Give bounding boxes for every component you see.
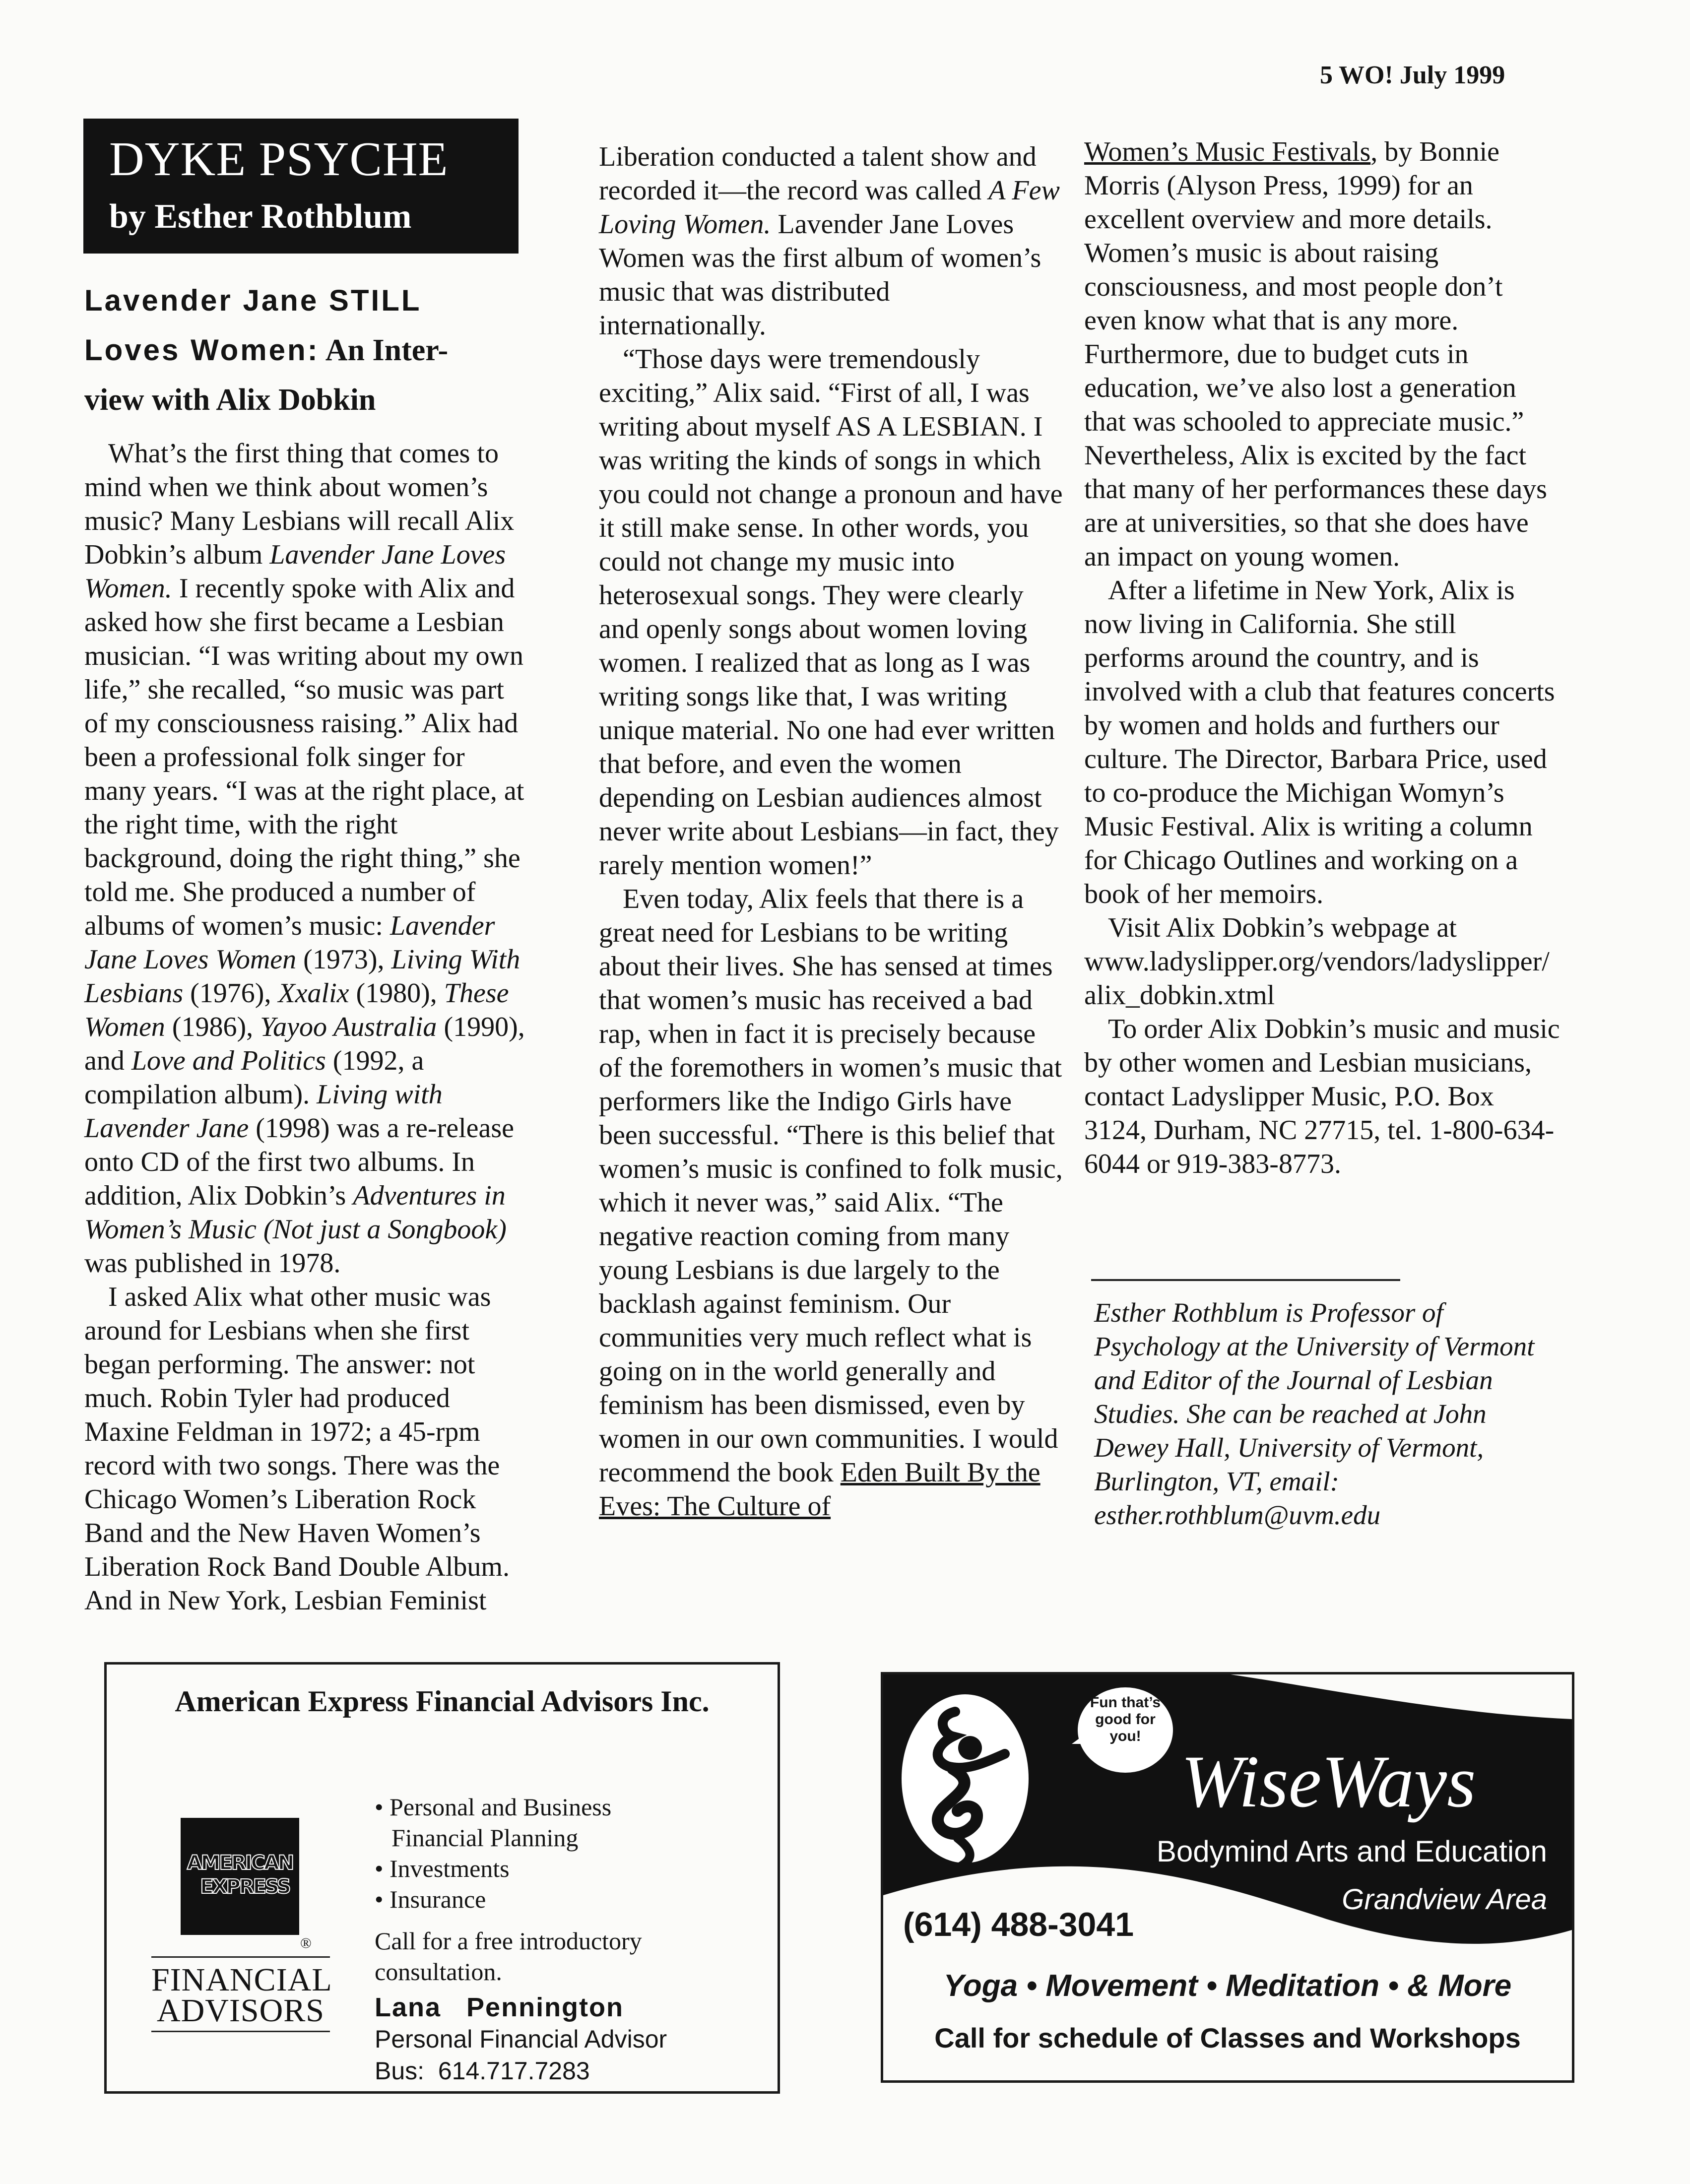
ad-bullet: • Insurance [375, 1885, 486, 1913]
article-paragraph [1084, 135, 1560, 574]
paragraph-text: “Those days were tremendously exciting,” Alix said. “First of all, I was writing about myself AS A LESBIAN. I was writing the kinds of songs in which you could not change a pronoun and have it still make sense. In other words, you could not change my music into heterosexual songs. They were clearly and openly songs about women loving women. I realized that as long as I was writing songs like that, I was writing unique material. No one had ever written that before, and even the women depending on Lesbian audiences almost never write about Lesbians—in fact, they rarely mention women!” [599, 344, 1063, 881]
ad-bullet: • Investments [375, 1855, 510, 1882]
paragraph-text: I asked Alix what other music was around for Lesbians when she first began performing. The answer: not much. Robin Tyler had produced Maxine Feldman in 1972; a 45-rpm record with two songs. There was the Chicago Women’s Liberation Rock Band and the New Haven Women’s Liberation Rock Band Double Album. And in New York, Lesbian Feminist [84, 1282, 510, 1616]
ad-call-line: consultation. [375, 1958, 502, 1986]
advisor-role: Personal Financial Advisor [375, 2025, 667, 2053]
author-bio: Esther Rothblum is Professor of Psychology at the University of Vermont and Editor of the Journal of Lesbian Studies. She can be reached at John Dewey Hall, University of Vermont, Burlington, VT, email: esther.rothblum@uvm.edu [1094, 1297, 1535, 1530]
italic-title: These Women [84, 978, 509, 1042]
paragraph-text: , by Bonnie Morris (Alyson Press, 1999) for an excellent overview and more details. Women’s music is about raising consciousness, and most people don’t even know what that is any more. Furthermore, due to budget cuts in education, we’ve also lost a generation that was schooled to appreciate music.” Nevertheless, Alix is excited by the fact that many of her performances these days are at universities, so that she does have an impact on young women. [1084, 136, 1547, 572]
italic-title: Living With Lesbians [84, 944, 520, 1009]
ad-bullet: Financial Planning [391, 1824, 579, 1852]
wiseways-area: Grandview Area [1342, 1883, 1547, 1916]
logo-text: AMERICAN [187, 1852, 293, 1874]
paragraph-text: (1986), [165, 1012, 260, 1042]
amex-advertisement [104, 1662, 780, 2094]
article-column-3 [1084, 135, 1560, 1181]
headline-line-2b: An Inter- [319, 333, 449, 367]
paragraph-text: (1980), [349, 978, 444, 1009]
bio-divider [1091, 1279, 1400, 1281]
article-paragraph [599, 140, 1063, 342]
division-line: FINANCIAL [151, 1962, 332, 1998]
paragraph-text: (1992, a compilation album). [84, 1045, 424, 1110]
speech-bubble-text: Fun that’s good for you! [1090, 1694, 1161, 1744]
italic-title: Lavender Jane Loves Women [84, 910, 495, 975]
article-headline [84, 276, 531, 425]
column-byline: by Esther Rothblum [109, 197, 412, 236]
ad-call-line: Call for a free introductory [375, 1927, 642, 1955]
paragraph-text: Lavender Jane Loves Women was the first album of women’s music that was distributed internationally. [599, 209, 1041, 341]
article-paragraph [1084, 574, 1560, 911]
paragraph-text: (1976), [183, 978, 278, 1009]
registered-mark: ® [300, 1935, 312, 1951]
advisor-name: Lana Pennington [375, 1992, 624, 2022]
underlined-title: Eden Built By the Eves: The Culture of [599, 1457, 1040, 1522]
italic-title: Yayoo Australia [260, 1012, 437, 1042]
ad-title: American Express Financial Advisors Inc. [175, 1685, 710, 1718]
issue-header: 5 WO! July 1999 [1320, 61, 1505, 89]
italic-title: Adventures in Women’s Music (Not just a Songbook) [84, 1180, 507, 1245]
wiseways-tagline: Bodymind Arts and Education [1156, 1835, 1547, 1868]
ad-bullet: • Personal and Business [375, 1793, 612, 1821]
divider [151, 1956, 330, 1958]
italic-title: Xxalix [278, 978, 349, 1009]
italic-title: Love and Politics [131, 1045, 326, 1076]
wiseways-logo-text: WiseWays [1181, 1740, 1476, 1823]
headline-line-3: view with Alix Dobkin [84, 383, 376, 417]
divider [151, 2031, 330, 2032]
paragraph-text: To order Alix Dobkin’s music and music by other women and Lesbian musicians, contact Ladyslipper Music, P.O. Box 3124, Durham, NC 27715, tel. 1-800-634-6044 or 919-383-8773. [1084, 1014, 1560, 1179]
paragraph-text: I recently spoke with Alix and asked how she first became a Lesbian musician. “I was writing about my own life,” she recalled, “so music was part of my consciousness raising.” Alix had been a professional folk singer for many years. “I was at the right place, at the right time, with the right background, doing the right thing,” she told me. She produced a number of albums of women’s music: [84, 573, 524, 941]
article-paragraph [84, 1280, 531, 1617]
wiseways-advertisement [881, 1672, 1574, 2083]
article-paragraph [599, 882, 1063, 1523]
paragraph-text: (1990), and [84, 1012, 525, 1076]
advisor-phone: Bus: 614.717.7283 [375, 2057, 590, 2085]
headline-line-2 [84, 325, 531, 375]
headline-line-2a: Loves Women: [84, 333, 320, 367]
division-line: ADVISORS [156, 1992, 325, 2029]
article-paragraph [1084, 911, 1560, 1012]
wiseways-phone: (614) 488-3041 [903, 1906, 1134, 1943]
italic-title: A Few Loving Women. [599, 175, 1060, 240]
amex-logo [181, 1818, 299, 1935]
paragraph-text: Liberation conducted a talent show and recorded it—the record was called [599, 141, 1037, 206]
underlined-title: Women’s Music Festivals [1084, 136, 1371, 167]
paragraph-text: was published in 1978. [84, 1248, 341, 1279]
paragraph-text: Visit Alix Dobkin’s webpage at www.ladyslipper.org/vendors/ladyslipper/alix_dobkin.xtml [1084, 912, 1550, 1011]
column-title: DYKE PSYCHE [109, 132, 449, 186]
article-column-1 [84, 437, 531, 1617]
article-column-2 [599, 140, 1063, 1523]
headline-line-1: Lavender Jane STILL [84, 284, 422, 317]
article-paragraph [599, 342, 1063, 882]
paragraph-text: What’s the first thing that comes to mind when we think about women’s music? Many Lesbians will recall Alix Dobkin’s album [84, 438, 515, 570]
paragraph-text: (1973), [296, 944, 391, 975]
paragraph-text: After a lifetime in New York, Alix is now living in California. She still performs around the country, and is involved with a club that features concerts by women and holds and furthers our culture. The Director, Barbara Price, used to co-produce the Michigan Womyn’s Music Festival. Alix is writing a column for Chicago Outlines and working on a book of her memoirs. [1084, 575, 1555, 909]
italic-title: Lavender Jane Loves Women. [84, 539, 506, 604]
column-banner [83, 119, 519, 254]
paragraph-text: (1998) was a re-release onto CD of the first two albums. In addition, Alix Dobkin’s [84, 1113, 515, 1211]
paragraph-text: Even today, Alix feels that there is a great need for Lesbians to be writing about their lives. She has sensed at times that women’s music has received a bad rap, when in fact it is precisely because of the foremothers in women’s music that performers like the Indigo Girls have been successful. “There is this belief that women’s music is confined to folk music, which it never was,” said Alix. “The negative reaction coming from many young Lesbians is due largely to the backlash against feminism. Our communities very much reflect what is going on in the world generally and feminism has been dismissed, even by women in our own communities. I would recommend the book [599, 884, 1063, 1488]
article-paragraph [1084, 1012, 1560, 1181]
article-paragraph [84, 437, 531, 1280]
wiseways-call: Call for schedule of Classes and Workshops [934, 2022, 1521, 2054]
wiseways-services: Yoga • Movement • Meditation • & More [943, 1969, 1512, 2003]
logo-text: EXPRESS [200, 1875, 290, 1898]
italic-title: Living with Lavender Jane [84, 1079, 443, 1144]
ad-background-wave [883, 1674, 1572, 2080]
